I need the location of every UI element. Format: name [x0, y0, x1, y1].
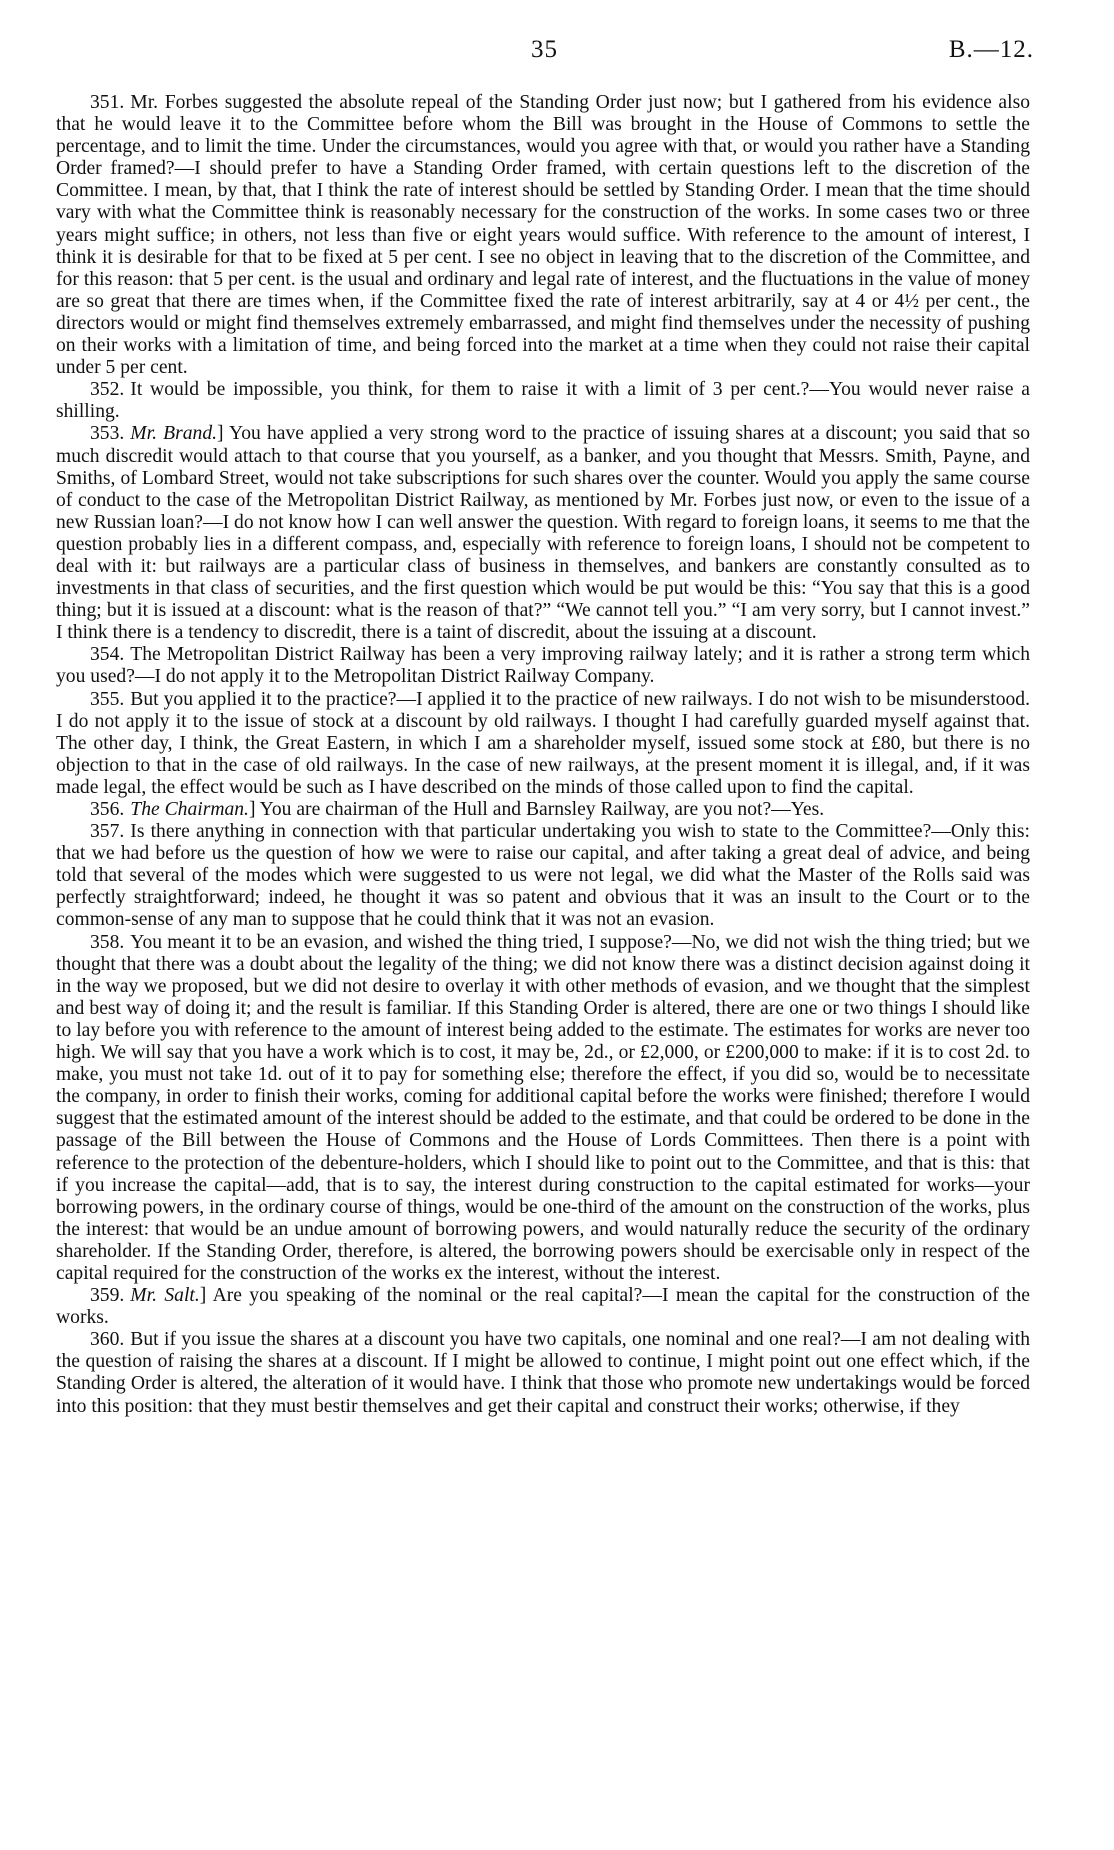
document-reference: B.—12. [948, 36, 1034, 63]
paragraph-351 [56, 92, 1030, 379]
paragraph-text: You have applied a very strong word to the practice of issuing shares at a discount; you said that so much discredit would attach to that course that you yourself, as a banker, and you thought that Messrs. Smith, Payne, and Smiths, of Lombard Street, would not take subscriptions for such shares over the counter. Would you apply the same course of conduct to the case of the Metropolitan District Railway, as mentioned by Mr. Forbes just now, or even to the issue of a new Russian loan?—I do not know how I can well answer the question. With regard to foreign loans, it seems to me that the question probably lies in a different compass, and, especially with reference to foreign loans, I should not be competent to deal with it: but railways are a particular class of business in themselves, and bankers are constantly consulted as to investments in that class of securities, and the first question which would be put would be this: “You say that this is a good thing; but it is issued at a discount: what is the reason of that?” “We cannot tell you.” “I am very sorry, but I cannot invest.” I think there is a tendency to discredit, there is a taint of discredit, about the issuing at a discount. [56, 423, 1030, 644]
speaker-name: The Chairman. [130, 799, 249, 820]
paragraph-355 [56, 689, 1030, 799]
paragraph-352 [56, 379, 1030, 423]
paragraph-360 [56, 1329, 1030, 1417]
paragraph-text: You meant it to be an evasion, and wished the thing tried, I suppose?—No, we did not wish the thing tried; but we thought that there was a doubt about the legality of the thing; we did not know there was a distinct decision against doing it in the way we proposed, but we did not desire to overlay it with other methods of evasion, and we thought that the simplest and best way of doing it; and the result is familiar. If this Standing Order is altered, there are one or two things I should like to lay before you with reference to the amount of interest being added to the estimate. The estimates for works are never too high. We will say that you have a work which is to cost, it may be, 2d., or £2,000, or £200,000 to make: if it is to cost 2d. to make, you must not take 1d. out of it to pay for something else; therefore the effect, if you did so, would be to necessitate the company, in order to finish their works, coming for additional capital before the works were finished; therefore I would suggest that the estimated amount of the interest should be added to the estimate, and that could be ordered to be done in the passage of the Bill between the House of Commons and the House of Lords Committees. Then there is a point with reference to the protection of the debenture-holders, which I should like to point out to the Committee, and that is this: that if you increase the capital—add, that is to say, the interest during construction to the capital estimated for works—your borrowing powers, in the ordinary course of things, would be one-third of the amount on the construction of the works, plus the interest: that would be an undue amount of borrowing powers, and would naturally reduce the security of the ordinary shareholder. If the Standing Order, therefore, is altered, the borrowing powers should be exercisable only in respect of the capital required for the construction of the works ex the interest, without the interest. [56, 931, 1030, 1284]
paragraph-number: 359. [90, 1285, 125, 1307]
paragraph-353 [56, 423, 1030, 644]
page-header [0, 36, 1114, 76]
paragraph-number: 358. [90, 931, 125, 953]
speaker-bracket: ] [248, 799, 256, 820]
paragraph-text: You are chairman of the Hull and Barnsley Railway, are you not?—Yes. [259, 799, 825, 820]
paragraph-number: 351. [90, 92, 125, 113]
paragraph-number: 355. [90, 688, 125, 710]
page-number: 35 [531, 36, 558, 63]
paragraph-text: Is there anything in connection with that particular undertaking you wish to state to the Committee?—Only this: that we had before us the question of how we were to raise our capital, and after taking a great deal of advice, and being told that several of the modes which were suggested to us were not legal, we did what the Master of the Rolls said was perfectly straightforward; indeed, he thought it was so patent and obvious that it was an insult to the Court or to the common-sense of any man to suppose that he could think that it was not an evasion. [56, 821, 1030, 931]
paragraph-text: Are you speaking of the nominal or the real capital?—I mean the capital for the construction of the works. [56, 1285, 1030, 1329]
paragraph-357 [56, 821, 1030, 931]
paragraph-text: The Metropolitan District Railway has been a very improving railway lately; and it is rather a strong term which you used?—I do not apply it to the Metropolitan District Railway Company. [56, 644, 1030, 688]
speaker-name: Mr. Brand. [130, 423, 218, 445]
paragraph-text: But if you issue the shares at a discount you have two capitals, one nominal and one real?—I am not dealing with the question of raising the shares at a discount. If I might be allowed to continue, I might point out one effect which, if the Standing Order is altered, the alteration of it would have. I think that those who promote new undertakings would be forced into this position: that they must bestir themselves and get their capital and construct their works; otherwise, if they [56, 1329, 1030, 1417]
paragraph-354 [56, 644, 1030, 688]
paragraph-number: 360. [90, 1329, 125, 1351]
paragraph-number: 353. [90, 423, 125, 445]
paragraph-number: 357. [90, 821, 125, 843]
paragraph-359 [56, 1285, 1030, 1329]
speaker-bracket: ] [199, 1285, 207, 1307]
paragraph-number: 352. [90, 379, 125, 401]
speaker-name: Mr. Salt. [130, 1285, 200, 1307]
paragraph-356 [56, 799, 1030, 821]
paragraph-number: 356. [90, 799, 125, 820]
paragraph-text: But you applied it to the practice?—I applied it to the practice of new railways. I do not wish to be misunderstood. I do not apply it to the issue of stock at a discount by old railways. I thought I had carefully guarded myself against that. The other day, I think, the Great Eastern, in which I am a shareholder myself, issued some stock at £80, but there is no objection to that in the case of old railways. In the case of new railways, at the present moment it is illegal, and, if it was made legal, the effect would be such as I have described on the minds of those called upon to find the capital. [56, 688, 1030, 798]
paragraph-358 [56, 932, 1030, 1286]
body-text [56, 92, 1030, 1418]
paragraph-text: Mr. Forbes suggested the absolute repeal of the Standing Order just now; but I gathered from his evidence also that he would leave it to the Committee before whom the Bill was brought in the House of Commons to settle the percentage, and to limit the time. Under the circumstances, would you agree with that, or would you rather have a Standing Order framed?—I should prefer to have a Standing Order framed, with certain questions left to the discretion of the Committee. I mean, by that, that I think the rate of interest should be settled by Standing Order. I mean that the time should vary with what the Committee think is reasonably necessary for the construction of the works. In some cases two or three years might suffice; in others, not less than five or eight years would suffice. With reference to the amount of interest, I think it is desirable for that to be fixed at 5 per cent. I see no object in leaving that to the discretion of the Committee, and for this reason: that 5 per cent. is the usual and ordinary and legal rate of interest, and the fluctuations in the value of money are so great that there are times when, if the Committee fixed the rate of interest arbitrarily, say at 4 or 4½ per cent., the directors would or might find themselves extremely embarrassed, and might find themselves under the necessity of pushing on their works with a limitation of time, and being forced into the market at a time when they could not raise their capital under 5 per cent. [56, 92, 1030, 379]
paragraph-text: It would be impossible, you think, for them to raise it with a limit of 3 per cent.?—You would never raise a shilling. [56, 379, 1030, 423]
paragraph-number: 354. [90, 644, 125, 666]
speaker-bracket: ] [217, 423, 224, 445]
